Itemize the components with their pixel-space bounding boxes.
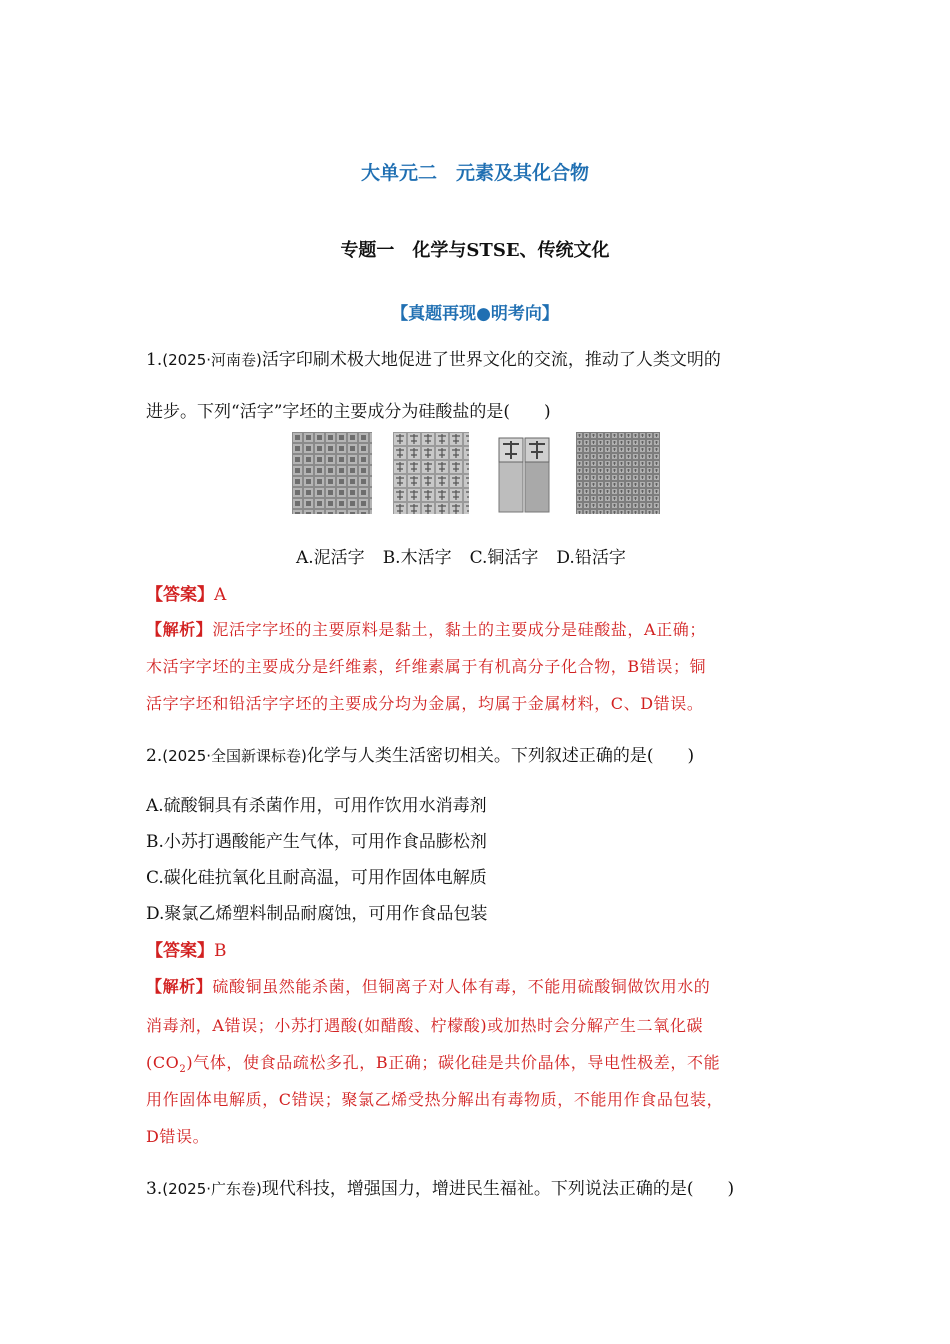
- question-3-stem: [146, 1174, 734, 1199]
- analysis-2-line-5: D错误。: [146, 1127, 210, 1146]
- question-source: (2025·河南卷): [162, 351, 262, 369]
- question-stem: 化学与人类生活密切相关。下列叙述正确的是( ): [306, 746, 695, 766]
- option-d: D.铅活字: [556, 548, 626, 568]
- question-stem: 现代科技，增强国力，增进民生福祉。下列说法正确的是( ): [261, 1179, 735, 1199]
- option-a: A.硫酸铜具有杀菌作用，可用作饮用水消毒剂: [146, 796, 487, 816]
- analysis-1-line-2: 木活字字坯的主要成分是纤维素，纤维素属于有机高分子化合物，B错误；铜: [146, 657, 707, 676]
- analysis-1-line-3: 活字字坯和铅活字字坯的主要成分均为金属，均属于金属材料，C、D错误。: [146, 694, 704, 713]
- answer-value: B: [214, 941, 227, 961]
- option-b: B.木活字: [382, 548, 452, 568]
- analysis-2-line-4: 用作固体电解质，C错误；聚氯乙烯受热分解出有毒物质，不能用作食品包装，: [146, 1090, 724, 1109]
- question-source: (2025·广东卷): [162, 1180, 262, 1198]
- question-2-stem: [146, 741, 694, 766]
- question-source: (2025·全国新课标卷): [162, 747, 307, 765]
- answer-value: A: [214, 585, 227, 605]
- answer-2: [146, 936, 227, 961]
- question-number: 2.: [146, 746, 163, 766]
- section-tag: 【真题再现●明考向】: [391, 304, 559, 324]
- copper-type-image: [491, 432, 559, 514]
- option-c: C.碳化硅抗氧化且耐高温，可用作固体电解质: [146, 868, 487, 888]
- option-c: C.铜活字: [469, 548, 539, 568]
- analysis-2-line-2: 消毒剂，A错误；小苏打遇酸(如醋酸、柠檬酸)或加热时会分解产生二氧化碳: [146, 1016, 704, 1035]
- question-1-line-1: [146, 345, 721, 370]
- answer-1: [146, 580, 226, 605]
- question-number: 1.: [146, 350, 163, 370]
- analysis-2-line-1: 【解析】硫酸铜虽然能杀菌，但铜离子对人体有毒，不能用硫酸铜做饮用水的: [146, 977, 711, 996]
- answer-tag: 【答案】: [146, 585, 214, 605]
- topic-title: 专题一 化学与STSE、传统文化: [340, 240, 610, 261]
- option-a: A.泥活字: [296, 548, 365, 568]
- option-b: B.小苏打遇酸能产生气体，可用作食品膨松剂: [146, 832, 487, 852]
- analysis-1-line-1: 【解析】泥活字字坯的主要原料是黏土，黏土的主要成分是硅酸盐，A正确；: [146, 620, 706, 639]
- type-images-row: [292, 432, 662, 514]
- lead-type-image: [576, 432, 660, 514]
- unit-title: 大单元二 元素及其化合物: [360, 162, 589, 184]
- analysis-tag: 【解析】: [146, 977, 213, 996]
- analysis-tag: 【解析】: [146, 620, 213, 639]
- wood-type-image: [393, 432, 469, 514]
- answer-tag: 【答案】: [146, 941, 214, 961]
- question-1-line-2: 进步。下列“活字”字坯的主要成分为硅酸盐的是( ): [146, 402, 551, 422]
- analysis-2-line-3: $(CO_2)$气体，使食品疏松多孔，B正确；碳化硅是共价晶体，导电性极差，不能: [146, 1053, 721, 1076]
- question-number: 3.: [146, 1179, 163, 1199]
- clay-type-image: [292, 432, 372, 514]
- option-d: D.聚氯乙烯塑料制品耐腐蚀，可用作食品包装: [146, 904, 488, 924]
- question-stem: 活字印刷术极大地促进了世界文化的交流，推动了人类文明的: [261, 350, 721, 370]
- question-1-options: [296, 543, 644, 568]
